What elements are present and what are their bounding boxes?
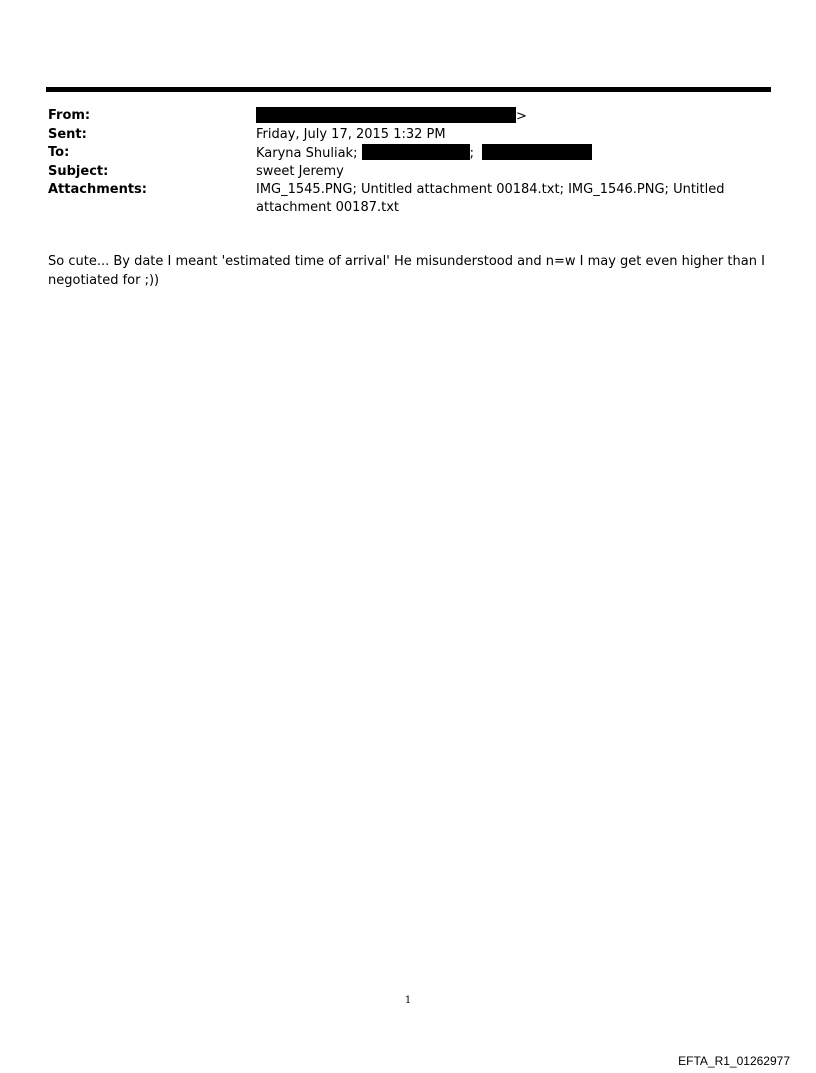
attachments-label: Attachments: (48, 182, 147, 197)
subject-row (48, 163, 768, 181)
from-value (256, 107, 766, 126)
attachments-row (48, 181, 768, 217)
subject-label: Subject: (48, 164, 109, 179)
redaction-box (256, 107, 516, 123)
to-value (256, 144, 766, 163)
from-suffix: > (516, 109, 527, 124)
bates-number: EFTA_R1_01262977 (678, 1054, 790, 1068)
to-first-recipient: Karyna Shuliak; (256, 146, 358, 161)
email-body: So cute... By date I meant 'estimated time of arrival' He misunderstood and n=w I may get even higher than I negotiated for ;)) (48, 254, 765, 288)
subject-value: sweet Jeremy (256, 164, 344, 179)
to-row (48, 144, 768, 163)
sent-value: Friday, July 17, 2015 1:32 PM (256, 127, 446, 142)
attachments-value: IMG_1545.PNG; Untitled attachment 00184.txt; IMG_1546.PNG; Untitled attachment 00187.txt (256, 182, 725, 215)
to-label: To: (48, 145, 70, 160)
redaction-box (482, 144, 592, 160)
sent-label: Sent: (48, 127, 87, 142)
redaction-box (362, 144, 470, 160)
from-row (48, 107, 768, 126)
sent-row (48, 126, 768, 144)
email-header (48, 107, 768, 217)
from-label: From: (48, 108, 91, 123)
to-separator: ; (469, 146, 474, 161)
page-number: 1 (404, 995, 412, 1006)
header-rule (46, 87, 771, 92)
